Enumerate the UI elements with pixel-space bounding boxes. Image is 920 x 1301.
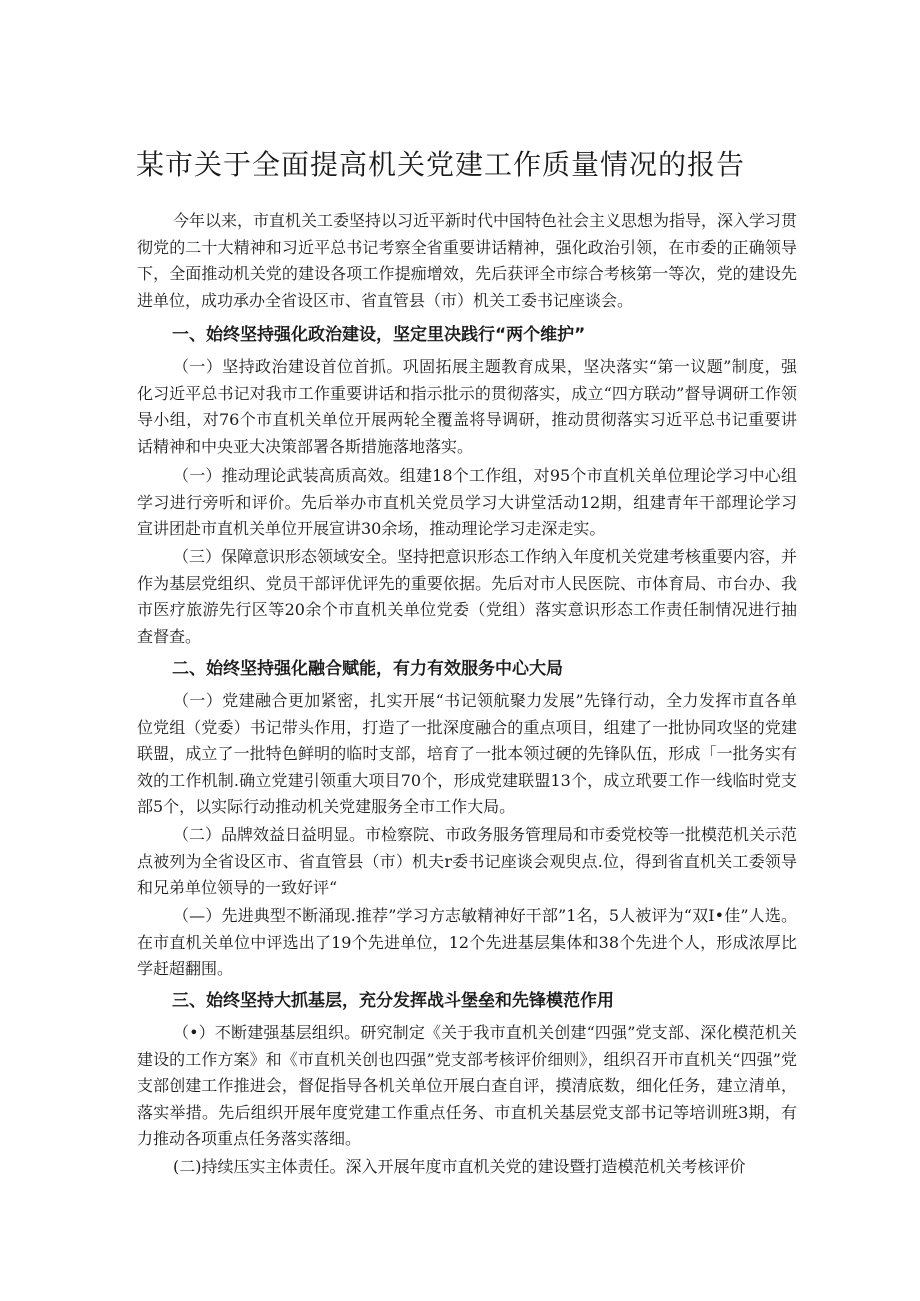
section-2-paragraph-1: （一）党建融合更加紧密，扎实开展“书记领航聚力发展”先锋行动，全力发挥市直各单位党组（党委）书记带头作用，打造了一批深度融合的重点项目，组建了一批协同攻坚的党建联盟，成立了一批特色鲜明的临时支部，培育了一批本领过硬的先锋队伍，形成「一批务实有效的工作机制.确立党建引领重大项目70个，形成党建联盟13个，成立玳要工作一线临时党支部5个，以实际行动推动机关党建服务全市工作大局。 [137, 691, 797, 816]
section-1-paragraph-2: （一）推动理论武装高质高效。组建18个工作组，对95个市直机关单位理论学习中心组学习进行旁听和评价。先后举办市直机关党员学习大讲堂活动12期，组建青年干部理论学习宣讲团赴市直机关单位开展宣讲30余场，推动理论学习走深走实。 [137, 466, 797, 538]
section-1-heading: 一、始终坚持强化政治建设，坚定里决践行“两个维护” [172, 325, 586, 345]
section-2-paragraph-2: （二）品牌效益日益明显。市检察院、市政务服务管理局和市委党校等一批模范机关示范点被列为全省设区市、省直管县（市）机夫r委书记座谈会观臾点.位，得到省直机关工委领导和兄弟单位领导的一致好评“ [137, 825, 798, 897]
section-2-paragraph-3: （—）先进典型不断涌现.推荐”学习方志敏精神好干部”1名，5人被评为“双I•佳”人选。在市直机关单位中评选出了19个先进单位，12个先进基层集体和38个先进个人，形成浓厚比学赶超翻围。 [137, 906, 797, 978]
intro-paragraph: 今年以来，市直机关工委坚持以习近平新时代中国特色社会主义思想为指导，深入学习贯彻党的二十大精神和习近平总书记考察全省重要讲话精神，强化政治引领，在市委的正确领导下，全面推动机关党的建设各项工作提痂增效，先后获评全市综合考核第一等次，党的建设先进单位，成功承办全省设区市、省直管县（市）机关工委书记座谈会。 [137, 211, 798, 310]
document-title: 某市关于全面提高机关党建工作质量情况的报告 [136, 147, 746, 181]
section-3-paragraph-2: (二)持续压实主体责任。深入开展年度市直机关党的建设暨打造模范机关考核评价 [173, 1157, 746, 1176]
section-3-paragraph-1: （•）不断建强基层组织。研究制定《关于我市直机关创建“四强”党支部、深化模范机关建设的工作方案》和《市直机关创也四强”党支部考核评价细则》，组织召开市直机关“四强”党支部创建工作推进会，督促指导各机关单位开展白查自评，摸清底数，细化任务，建立清单，落实举措。先后组织开展年度党建工作重点任务、市直机关基层党支部书记等培训班3期，有力推动各项重点任务落实落细。 [137, 1023, 797, 1148]
section-2-heading: 二、始终坚持强化融合赋能，有力有效服务中心大局 [172, 659, 563, 679]
section-3-heading: 三、始终坚持大抓基层，充分发挥战斗堡垒和先锋模范作用 [172, 991, 614, 1011]
section-1-paragraph-1: （一）坚持政治建设首位首抓。巩固拓展主题教育成果，坚决落实“第一议题”制度，强化习近平总书记对我市工作重要讲话和指示批示的贯彻落实，成立“四方联动”督导调研工作领导小组，对76个市直机关单位开展两轮全覆盖将导调研，推动贯彻落实习近平总书记重要讲话精神和中央亚大决策部署各斯措施落地落实。 [137, 357, 797, 456]
section-1-paragraph-3: （三）保障意识形态领域安全。坚持把意识形态工作纳入年度机关党建考核重要内容，并作为基层党组织、党员干部评优评先的重要依据。先后对市人民医院、市体育局、市台办、我市医疗旅游先行区等20余个市直机关单位党委（党组）落实意识形态工作责任制情况进行抽查督查。 [137, 547, 798, 646]
